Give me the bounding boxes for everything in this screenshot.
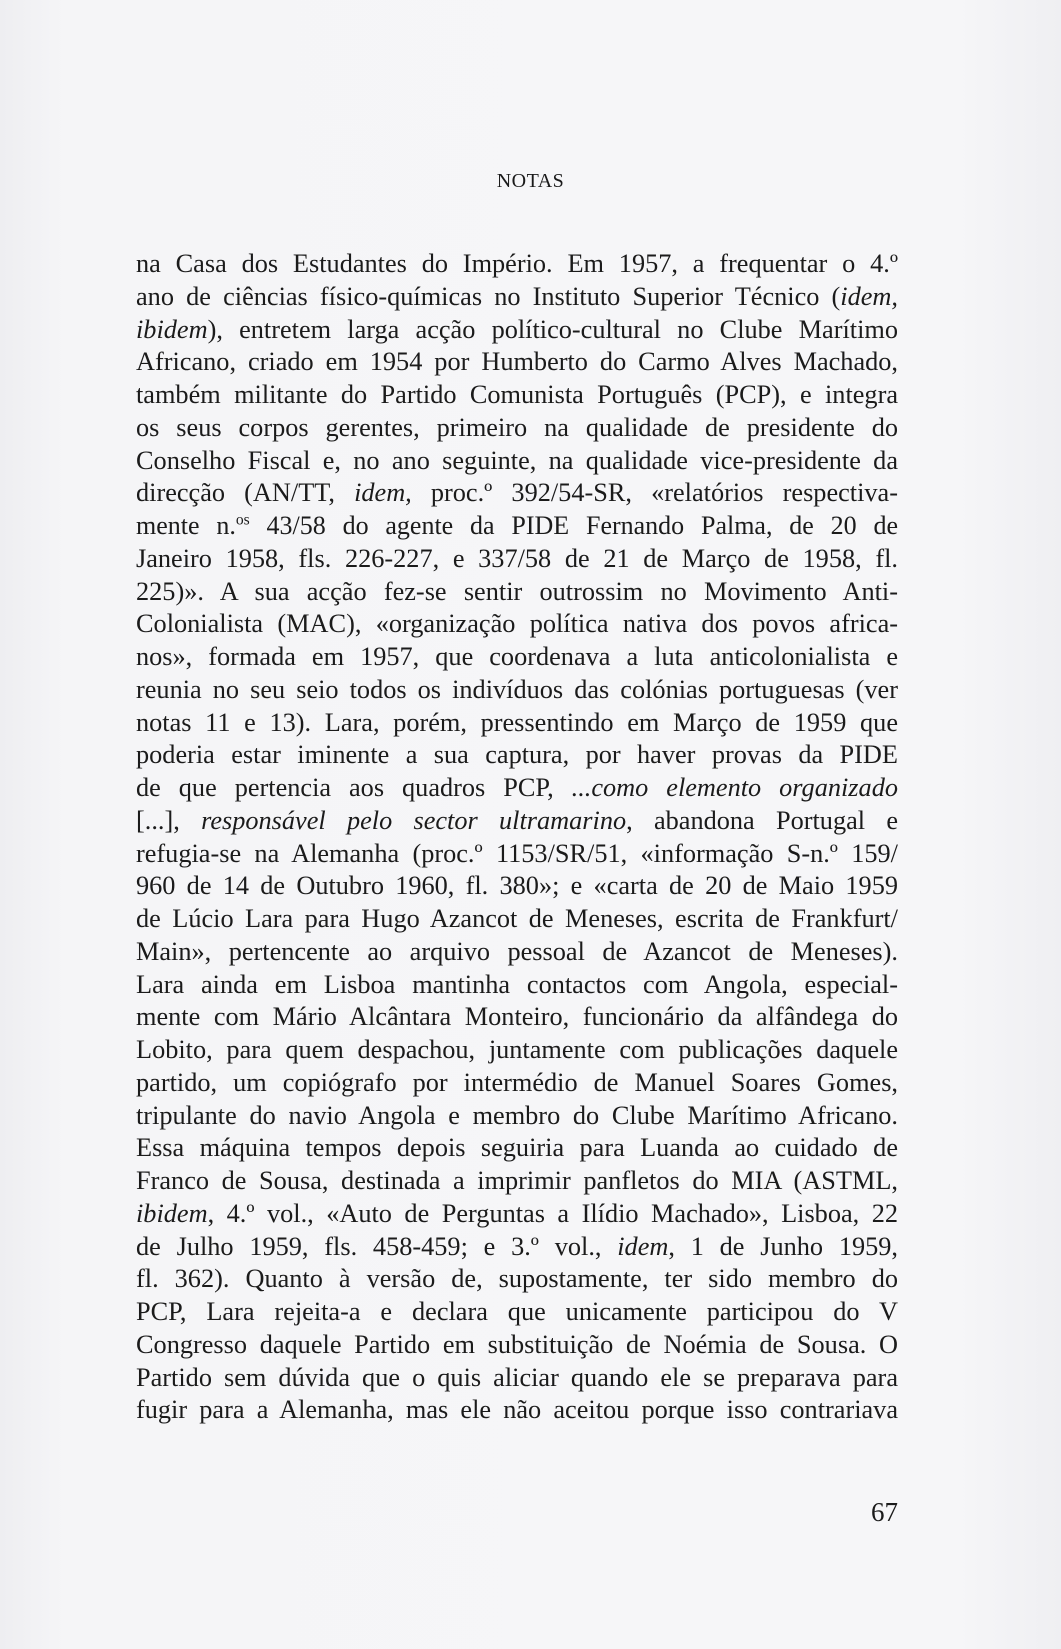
text-segment: partido, um copiógrafo por intermédio de Manuel Soares Gomes, <box>136 1067 898 1097</box>
text-segment: de Julho 1959, fls. 458-459; e 3.º vol., <box>136 1231 618 1261</box>
text-line <box>136 248 898 281</box>
text-segment: Lobito, para quem despachou, juntamente com publicações daquele <box>136 1035 898 1064</box>
text-segment: ano de ciências físico-químicas no Instituto Superior Técnico ( <box>136 281 841 311</box>
text-line <box>136 1067 898 1100</box>
italic-text: responsável pelo sector ultramarino <box>201 805 627 835</box>
text-segment: Janeiro 1958, fls. 226-227, e 337/58 de 21 de Março de 1958, fl. <box>136 543 898 573</box>
text-line <box>136 936 898 969</box>
text-segment: Colonialista (MAC), «organização política nativa dos povos africa- <box>136 609 898 639</box>
text-line <box>136 1198 898 1231</box>
italic-text: ...como elemento organizado <box>571 773 898 802</box>
text-line <box>136 477 898 510</box>
text-segment: , 1 de Junho 1959, <box>668 1231 898 1261</box>
text-segment: de que pertencia aos quadros PCP, <box>136 773 572 802</box>
text-segment: notas 11 e 13). Lara, porém, pressentindo em Março de 1959 que <box>136 707 898 737</box>
text-segment: 960 de 14 de Outubro 1960, fl. 380»; e «carta de 20 de Maio 1959 <box>136 871 898 901</box>
italic-text: ibidem <box>136 314 208 344</box>
text-line <box>136 608 898 641</box>
text-line <box>136 838 898 871</box>
superscript-text: os <box>235 511 250 529</box>
text-line <box>136 674 898 707</box>
italic-text: idem, <box>354 478 412 508</box>
text-segment: 225)». A sua acção fez-se sentir outrossim no Movimento Anti- <box>136 576 898 606</box>
text-line <box>136 739 898 772</box>
text-line <box>136 412 898 445</box>
text-segment: nos», formada em 1957, que coordenava a luta anticolonialista e <box>136 642 898 671</box>
text-segment: Congresso daquele Partido em substituição de Noémia de Sousa. O <box>136 1329 898 1359</box>
text-line <box>136 1394 898 1427</box>
text-segment: fugir para a Alemanha, mas ele não aceitou porque isso contrariava <box>136 1395 898 1425</box>
text-segment: de Lúcio Lara para Hugo Azancot de Meneses, escrita de Frankfurt/ <box>136 904 898 933</box>
text-line <box>136 805 898 838</box>
italic-text: idem, <box>840 281 898 311</box>
text-line <box>136 969 898 1002</box>
text-segment: Essa máquina tempos depois seguiria para Luanda ao cuidado de <box>136 1133 898 1163</box>
text-line <box>136 1296 898 1329</box>
text-line <box>136 543 898 576</box>
text-segment: PCP, Lara rejeita-a e declara que unicamente participou do V <box>136 1297 898 1326</box>
text-segment: , 4.º vol., «Auto de Perguntas a Ilídio Machado», Lisboa, 22 <box>207 1198 898 1228</box>
text-line <box>136 1165 898 1198</box>
page-number: 67 <box>871 1497 898 1527</box>
text-line <box>136 1034 898 1067</box>
notes-body-text <box>136 248 898 1427</box>
text-segment: 43/58 do agente da PIDE Fernando Palma, de 20 de <box>249 511 898 540</box>
text-segment: direcção (AN/TT, <box>136 478 355 508</box>
text-line <box>136 1263 898 1296</box>
text-segment: mente com Mário Alcântara Monteiro, funcionário da alfândega do <box>136 1002 898 1032</box>
text-line <box>136 510 898 543</box>
italic-text: ibidem <box>136 1198 208 1228</box>
text-segment: também militante do Partido Comunista Português (PCP), e integra <box>136 380 898 409</box>
text-segment: proc.º 392/54-SR, «relatórios respectiva- <box>411 478 898 508</box>
text-segment: Partido sem dúvida que o quis aliciar quando ele se preparava para <box>136 1362 898 1392</box>
text-segment: Lara ainda em Lisboa mantinha contactos com Angola, especial- <box>136 969 898 999</box>
italic-text: idem <box>617 1231 669 1261</box>
text-segment: reunia no seu seio todos os indivíduos das colónias portuguesas (ver <box>136 674 898 704</box>
text-line <box>136 379 898 412</box>
text-segment: na Casa dos Estudantes do Império. Em 1957, a frequentar o 4.º <box>136 249 898 278</box>
text-line <box>136 1329 898 1362</box>
text-segment: fl. 362). Quanto à versão de, supostamente, ter sido membro do <box>136 1264 898 1294</box>
text-line <box>136 1362 898 1395</box>
text-segment: ), entretem larga acção político-cultural no Clube Marítimo <box>207 314 898 344</box>
text-segment: tripulante do navio Angola e membro do Clube Marítimo Africano. <box>136 1100 898 1130</box>
text-line <box>136 346 898 379</box>
text-line <box>136 576 898 609</box>
text-line <box>136 281 898 314</box>
text-line <box>136 903 898 936</box>
text-segment: Conselho Fiscal e, no ano seguinte, na qualidade vice-presidente da <box>136 445 898 475</box>
text-segment: mente n. <box>136 511 236 540</box>
text-line <box>136 1100 898 1133</box>
text-line <box>136 772 898 805</box>
text-segment: , abandona Portugal e <box>626 805 898 835</box>
text-segment: Africano, criado em 1954 por Humberto do Carmo Alves Machado, <box>136 347 898 377</box>
text-line <box>136 1132 898 1165</box>
text-line <box>136 707 898 740</box>
text-line <box>136 870 898 903</box>
text-segment: os seus corpos gerentes, primeiro na qualidade de presidente do <box>136 412 898 442</box>
text-line <box>136 1001 898 1034</box>
text-line <box>136 641 898 674</box>
text-segment: refugia-se na Alemanha (proc.º 1153/SR/51, «informação S-n.º 159/ <box>136 838 898 868</box>
text-segment: Franco de Sousa, destinada a imprimir panfletos do MIA (ASTML, <box>136 1166 898 1195</box>
text-segment: [...], <box>136 805 202 835</box>
running-header: NOTAS <box>496 170 565 192</box>
text-line <box>136 1231 898 1264</box>
text-segment: poderia estar iminente a sua captura, por haver provas da PIDE <box>136 740 898 770</box>
text-line <box>136 445 898 478</box>
text-segment: Main», pertencente ao arquivo pessoal de Azancot de Meneses). <box>136 936 898 966</box>
text-line <box>136 314 898 347</box>
